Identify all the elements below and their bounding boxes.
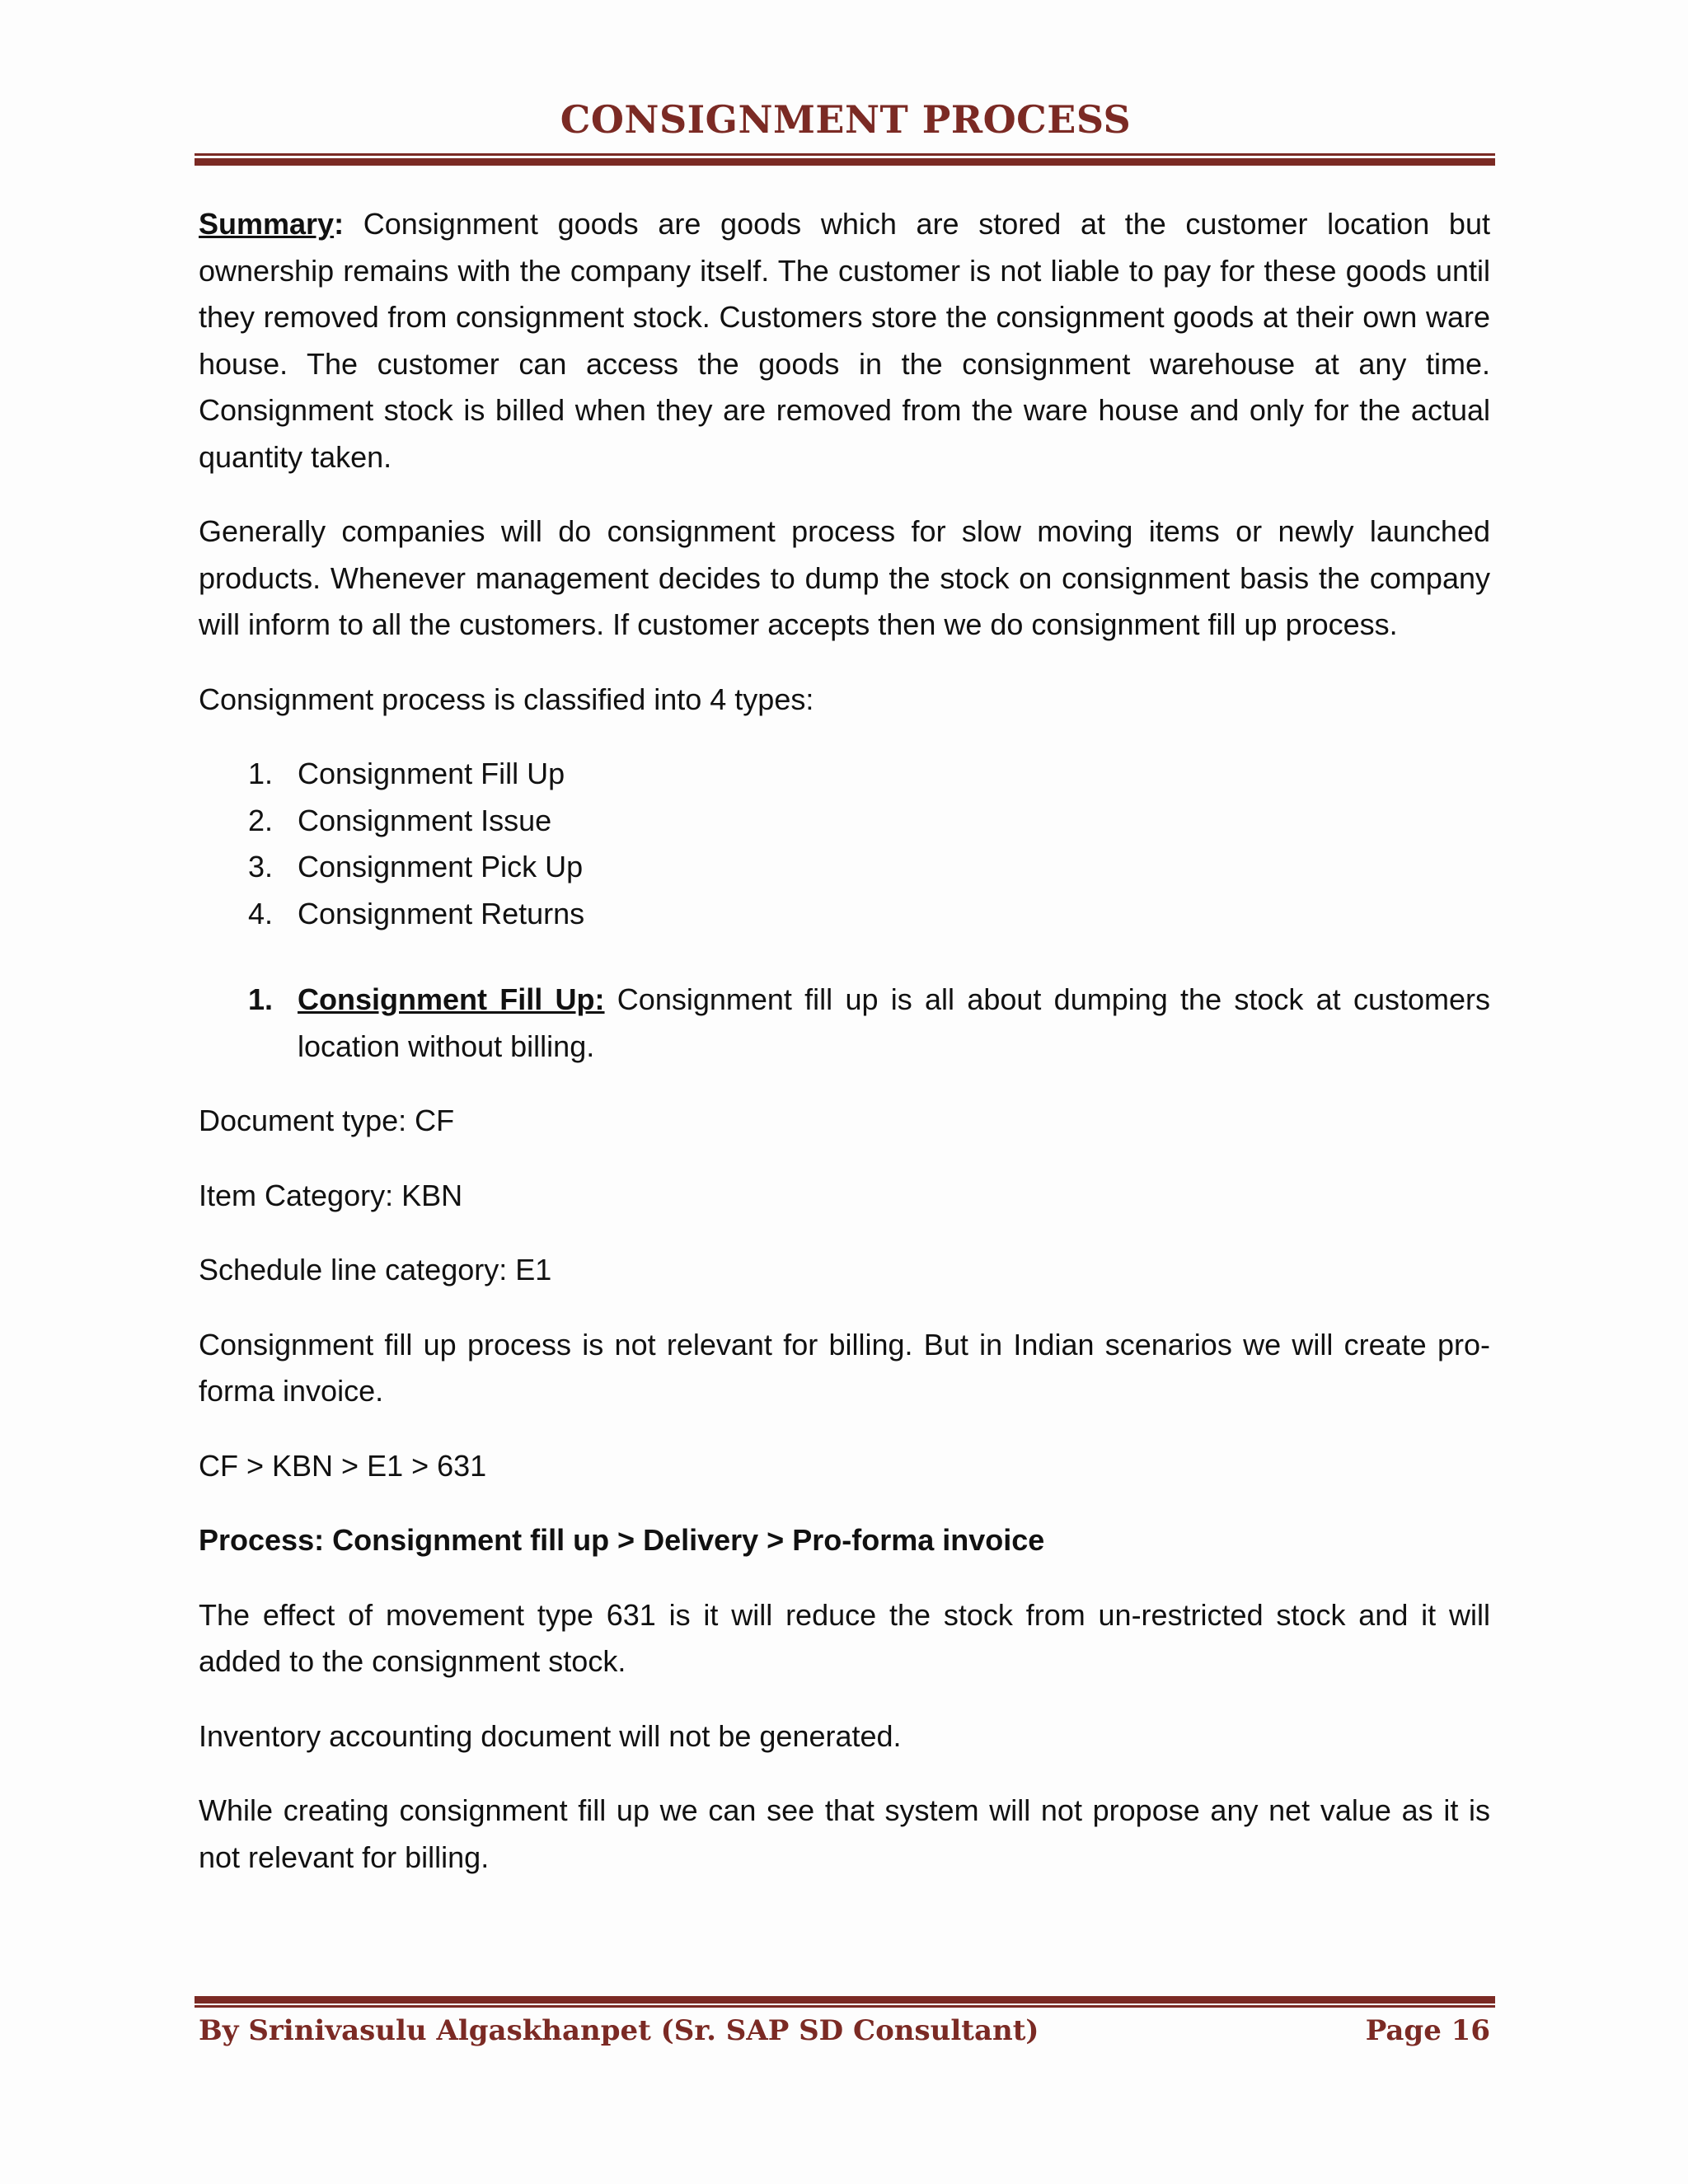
net-value-note: While creating consignment fill up we can see that system will not propose any net value as it is not relevant for billing. xyxy=(199,1793,1490,1874)
fill-up-heading: Consignment Fill Up: xyxy=(298,982,605,1016)
list-label: Consignment Returns xyxy=(298,896,585,930)
fill-up-section xyxy=(199,977,1490,1070)
document-body xyxy=(199,201,1490,1909)
section-number: 1. xyxy=(248,982,274,1016)
list-label: Consignment Fill Up xyxy=(298,757,565,790)
schedule-line-category: Schedule line category: E1 xyxy=(199,1253,552,1286)
summary-text: Consignment goods are goods which are stored at the customer location but ownership remains with the company itself. The customer is not liable to pay for these goods until they removed from consignment stock. Customers store the consignment goods at their own ware house. The customer can access the goods in the consignment warehouse at any time. Consignment stock is billed when they are removed from the ware house and only for the actual quantity taken. xyxy=(199,207,1490,474)
document-type: Document type: CF xyxy=(199,1104,455,1137)
inventory-note: Inventory accounting document will not be generated. xyxy=(199,1718,902,1753)
list-number: 3. xyxy=(248,850,274,883)
summary-label: Summary xyxy=(199,207,335,241)
footer-rule-thick xyxy=(195,1996,1495,2004)
determination-flow: CF > KBN > E1 > 631 xyxy=(199,1448,487,1483)
list-label: Consignment Issue xyxy=(298,803,552,837)
item-category: Item Category: KBN xyxy=(199,1178,463,1212)
process-flow: Process: Consignment fill up > Delivery > Pro-forma invoice xyxy=(199,1523,1045,1557)
fill-up-description: Consignment fill up is all about dumping the stock at customers location without billing. xyxy=(298,982,1490,1063)
page-number: Page 16 xyxy=(1365,2014,1490,2047)
consignment-types-list xyxy=(199,751,1490,937)
page-title: CONSIGNMENT PROCESS xyxy=(560,97,1132,142)
general-paragraph: Generally companies will do consignment process for slow moving items or newly launched products. Whenever management decides to dump the stock on consignment basis the company will inform to all the customers. If customer accepts then we do consignment fill up process. xyxy=(199,514,1490,641)
header-rule-thick xyxy=(195,158,1495,166)
list-item xyxy=(199,891,1490,938)
list-item xyxy=(199,751,1490,798)
summary-colon: : xyxy=(334,207,345,241)
movement-effect: The effect of movement type 631 is it will reduce the stock from un-restricted stock and it will added to the consignment stock. xyxy=(199,1597,1490,1678)
header-rule-thin xyxy=(195,153,1495,156)
list-number: 4. xyxy=(248,896,274,930)
list-item xyxy=(199,798,1490,845)
list-label: Consignment Pick Up xyxy=(298,850,584,883)
footer-rule-thin xyxy=(195,2005,1495,2008)
footer-author: By Srinivasulu Algaskhanpet (Sr. SAP SD Consultant) xyxy=(199,2014,1039,2047)
list-number: 1. xyxy=(248,757,274,790)
list-number: 2. xyxy=(248,803,274,837)
list-item xyxy=(199,844,1490,891)
billing-note: Consignment fill up process is not relevant for billing. But in Indian scenarios we will create pro-forma invoice. xyxy=(199,1327,1490,1408)
classified-intro: Consignment process is classified into 4 types: xyxy=(199,682,814,716)
summary-paragraph xyxy=(199,201,1490,480)
